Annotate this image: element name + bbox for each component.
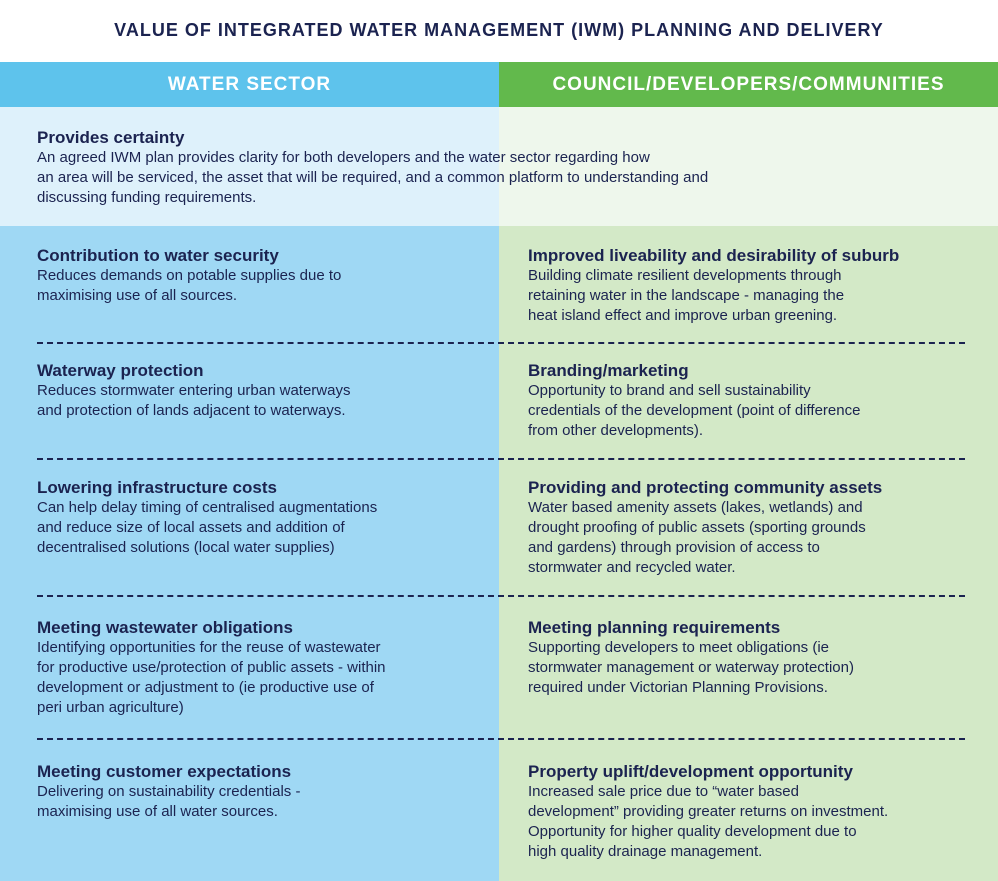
cell-line: retaining water in the landscape - managing the (528, 287, 845, 304)
cell-heading: Providing and protecting community assets (528, 478, 883, 497)
cell-line: development” providing greater returns on investment. (528, 803, 889, 820)
liveability-cell (528, 245, 988, 326)
row-divider (37, 738, 965, 740)
cell-line: decentralised solutions (local water supplies) (37, 539, 335, 556)
council-developers-communities-header: COUNCIL/DEVELOPERS/COMMUNITIES (499, 62, 998, 107)
cell-heading: Meeting customer expectations (37, 762, 292, 781)
row-divider (37, 458, 965, 460)
cell-line: required under Victorian Planning Provisions. (528, 679, 828, 696)
cell-line: Can help delay timing of centralised augmentations (37, 499, 378, 516)
branding-cell (528, 360, 988, 441)
cell-line: high quality drainage management. (528, 843, 763, 860)
cell-heading: Lowering infrastructure costs (37, 478, 277, 497)
cell-line: Reduces stormwater entering urban waterways (37, 382, 351, 399)
cell-line: maximising use of all water sources. (37, 803, 278, 820)
cell-line: from other developments). (528, 422, 704, 439)
cell-heading: Property uplift/development opportunity (528, 762, 853, 781)
cell-heading: Meeting planning requirements (528, 618, 781, 637)
cell-heading: Improved liveability and desirability of suburb (528, 246, 900, 265)
cell-line: and reduce size of local assets and addition of (37, 519, 345, 536)
cell-heading: Meeting wastewater obligations (37, 618, 293, 637)
community-assets-cell (528, 477, 988, 578)
row-divider (37, 595, 965, 597)
cell-line: Increased sale price due to “water based (528, 783, 799, 800)
cell-line: peri urban agriculture) (37, 699, 184, 716)
certainty-line: An agreed IWM plan provides clarity for both developers and the water sector regarding how (37, 149, 650, 166)
cell-line: Opportunity to brand and sell sustainability (528, 382, 811, 399)
water-sector-header: WATER SECTOR (0, 62, 499, 107)
cell-heading: Contribution to water security (37, 246, 279, 265)
cell-line: Identifying opportunities for the reuse of wastewater (37, 639, 381, 656)
cell-line: stormwater and recycled water. (528, 559, 736, 576)
waterway-protection-cell (37, 360, 487, 421)
cell-heading: Waterway protection (37, 361, 204, 380)
customer-expectations-cell (37, 761, 487, 822)
infrastructure-costs-cell (37, 477, 487, 558)
page-title: VALUE OF INTEGRATED WATER MANAGEMENT (IWM) PLANNING AND DELIVERY (114, 20, 884, 40)
cell-line: Building climate resilient developments through (528, 267, 842, 284)
cell-line: heat island effect and improve urban greening. (528, 307, 838, 324)
planning-requirements-cell (528, 617, 988, 698)
certainty-line: discussing funding requirements. (37, 189, 257, 206)
certainty-heading: Provides certainty (37, 128, 185, 147)
cell-line: credentials of the development (point of difference (528, 402, 861, 419)
cell-line: for productive use/protection of public assets - within (37, 659, 386, 676)
row-divider (37, 342, 965, 344)
cell-line: Opportunity for higher quality development due to (528, 823, 857, 840)
certainty-block (37, 127, 937, 208)
cell-line: and protection of lands adjacent to waterways. (37, 402, 346, 419)
cell-line: Reduces demands on potable supplies due to (37, 267, 342, 284)
cell-line: Water based amenity assets (lakes, wetlands) and (528, 499, 863, 516)
cell-line: stormwater management or waterway protection) (528, 659, 854, 676)
property-uplift-cell (528, 761, 988, 862)
cell-line: maximising use of all sources. (37, 287, 238, 304)
cell-line: and gardens) through provision of access to (528, 539, 820, 556)
cell-heading: Branding/marketing (528, 361, 689, 380)
water-security-cell (37, 245, 487, 306)
cell-line: drought proofing of public assets (sporting grounds (528, 519, 866, 536)
cell-line: Delivering on sustainability credentials - (37, 783, 301, 800)
cell-line: Supporting developers to meet obligations (ie (528, 639, 830, 656)
cell-line: development or adjustment to (ie productive use of (37, 679, 374, 696)
wastewater-obligations-cell (37, 617, 487, 718)
certainty-line: an area will be serviced, the asset that will be required, and a common platform to understanding and (37, 169, 709, 186)
